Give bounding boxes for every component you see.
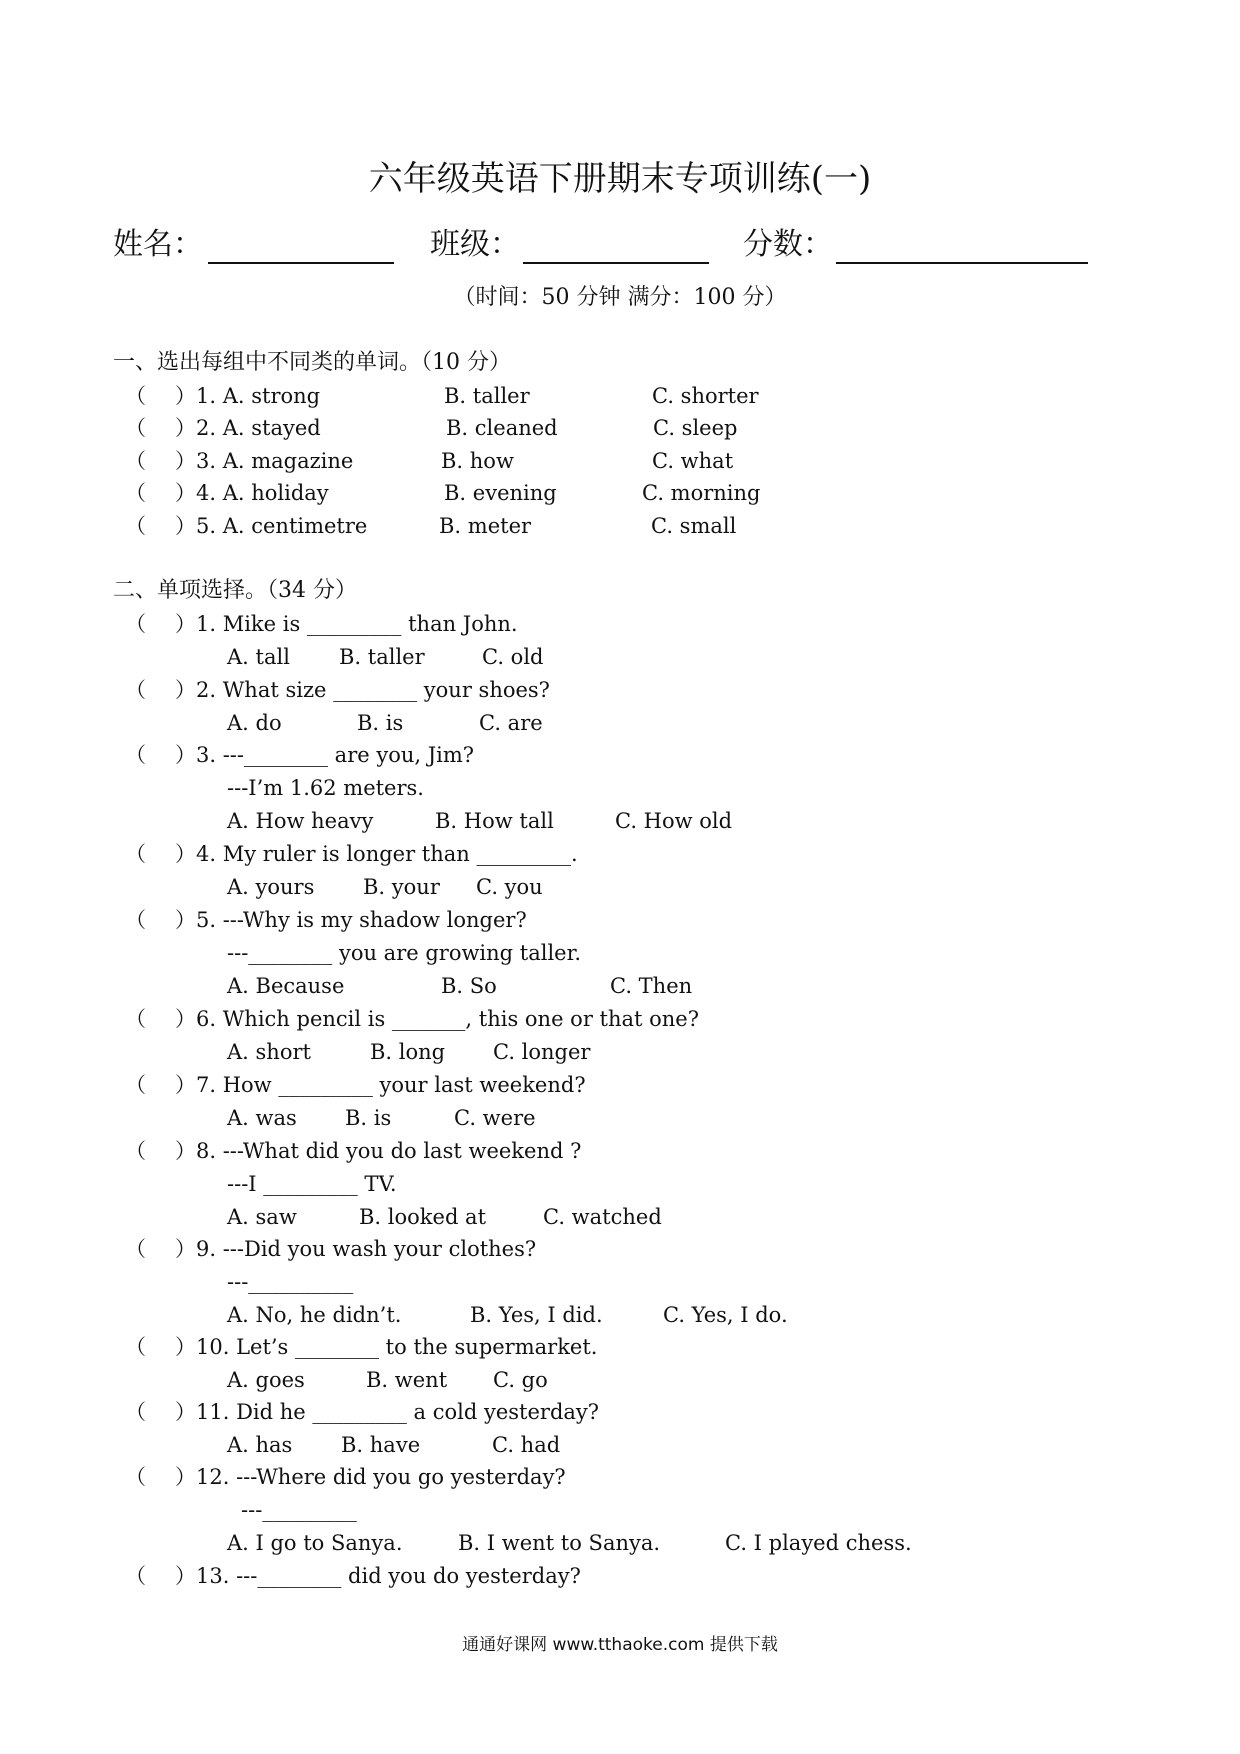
answer-paren[interactable]: （ — [125, 416, 146, 440]
option-b: B. is — [345, 1106, 392, 1130]
s2-question: ）3. ---________ are you, Jim? — [175, 743, 475, 767]
option-b: B. Yes, I did. — [470, 1303, 603, 1327]
answer-paren[interactable]: （ — [125, 449, 146, 473]
s1-option-b: B. taller — [444, 384, 530, 408]
option-b: B. have — [341, 1433, 421, 1457]
option-a: A. tall — [227, 645, 290, 669]
answer-paren[interactable]: （ — [125, 612, 146, 636]
option-b: B. long — [370, 1040, 446, 1064]
answer-paren[interactable]: （ — [125, 384, 146, 408]
name-label: 姓名： — [113, 227, 203, 262]
s2-question: ）12. ---Where did you go yesterday? — [175, 1465, 566, 1489]
option-c: C. I played chess. — [725, 1531, 912, 1555]
s2-question: ）7. How _________ your last weekend? — [175, 1073, 586, 1097]
option-b: B. So — [441, 974, 497, 998]
class-label: 班级： — [430, 227, 520, 262]
option-b: B. your — [363, 875, 440, 899]
option-a: A. has — [227, 1433, 293, 1457]
s2-question: ）1. Mike is _________ than John. — [175, 612, 518, 636]
answer-paren[interactable]: （ — [125, 481, 146, 505]
score-label: 分数： — [743, 227, 833, 262]
option-a: A. Because — [227, 974, 345, 998]
answer-paren[interactable]: （ — [125, 1073, 146, 1097]
s2-question: ）10. Let’s ________ to the supermarket. — [175, 1335, 598, 1359]
option-c: C. had — [492, 1433, 561, 1457]
option-c: C. you — [476, 875, 543, 899]
answer-paren[interactable]: （ — [125, 1400, 146, 1424]
option-c: C. were — [454, 1106, 536, 1130]
s2-question: ）13. ---________ did you do yesterday? — [175, 1564, 581, 1588]
s2-answer-line: ---I’m 1.62 meters. — [227, 776, 424, 800]
option-b: B. is — [357, 711, 404, 735]
option-a: A. short — [227, 1040, 311, 1064]
option-b: B. I went to Sanya. — [458, 1531, 661, 1555]
s2-answer-line: ---__________ — [227, 1270, 354, 1294]
option-c: C. watched — [543, 1205, 662, 1229]
s1-question: ）2. A. stayed — [175, 416, 321, 440]
option-b: B. looked at — [359, 1205, 487, 1229]
option-a: A. yours — [227, 875, 315, 899]
s1-option-c: C. morning — [642, 481, 761, 505]
section2-heading: 二、单项选择。（34 分） — [113, 578, 357, 603]
option-c: C. old — [482, 645, 544, 669]
option-b: B. taller — [339, 645, 425, 669]
s1-question: ）3. A. magazine — [175, 449, 354, 473]
option-a: A. How heavy — [227, 809, 374, 833]
answer-paren[interactable]: （ — [125, 842, 146, 866]
s1-question: ）4. A. holiday — [175, 481, 329, 505]
s2-question: ）4. My ruler is longer than _________. — [175, 842, 578, 866]
option-b: B. How tall — [435, 809, 554, 833]
answer-paren[interactable]: （ — [125, 1007, 146, 1031]
s1-option-b: B. how — [441, 449, 514, 473]
answer-paren[interactable]: （ — [125, 908, 146, 932]
s1-option-b: B. cleaned — [446, 416, 558, 440]
option-c: C. are — [479, 711, 543, 735]
option-a: A. No, he didn’t. — [227, 1303, 402, 1327]
page-title: 六年级英语下册期末专项训练(一) — [368, 159, 872, 199]
answer-paren[interactable]: （ — [125, 1465, 146, 1489]
answer-paren[interactable]: （ — [125, 514, 146, 538]
option-c: C. Yes, I do. — [663, 1303, 788, 1327]
option-c: C. go — [493, 1368, 548, 1392]
answer-paren[interactable]: （ — [125, 1564, 146, 1588]
time-note: （时间：50 分钟 满分：100 分） — [453, 285, 787, 310]
s1-option-c: C. small — [651, 514, 737, 538]
s1-question: ）1. A. strong — [175, 384, 321, 408]
s2-question: ）9. ---Did you wash your clothes? — [175, 1237, 537, 1261]
s1-option-b: B. evening — [444, 481, 557, 505]
answer-paren[interactable]: （ — [125, 743, 146, 767]
name-blank[interactable] — [208, 262, 394, 264]
s2-question: ）8. ---What did you do last weekend ? — [175, 1139, 582, 1163]
s1-option-b: B. meter — [439, 514, 532, 538]
option-a: A. goes — [227, 1368, 305, 1392]
answer-paren[interactable]: （ — [125, 678, 146, 702]
answer-paren[interactable]: （ — [125, 1139, 146, 1163]
s2-question: ）5. ---Why is my shadow longer? — [175, 908, 527, 932]
s2-question: ）11. Did he _________ a cold yesterday? — [175, 1400, 600, 1424]
s1-option-c: C. what — [652, 449, 734, 473]
section1-heading: 一、选出每组中不同类的单词。（10 分） — [113, 350, 511, 375]
s1-option-c: C. sleep — [653, 416, 738, 440]
option-a: A. was — [227, 1106, 297, 1130]
option-c: C. longer — [493, 1040, 591, 1064]
option-a: A. I go to Sanya. — [227, 1531, 403, 1555]
option-c: C. Then — [610, 974, 693, 998]
option-a: A. do — [227, 711, 282, 735]
s2-question: ）6. Which pencil is _______, this one or that one? — [175, 1007, 699, 1031]
option-a: A. saw — [227, 1205, 297, 1229]
s2-answer-line: ---I _________ TV. — [227, 1172, 397, 1196]
option-c: C. How old — [615, 809, 733, 833]
answer-paren[interactable]: （ — [125, 1335, 146, 1359]
option-b: B. went — [366, 1368, 448, 1392]
s2-answer-line: ---________ you are growing taller. — [227, 941, 582, 965]
class-blank[interactable] — [523, 262, 709, 264]
footer-credit: 通通好课网 www.tthaoke.com 提供下载 — [462, 1635, 778, 1655]
s1-option-c: C. shorter — [652, 384, 759, 408]
s2-question: ）2. What size ________ your shoes? — [175, 678, 550, 702]
score-blank[interactable] — [836, 262, 1088, 264]
answer-paren[interactable]: （ — [125, 1237, 146, 1261]
s2-answer-line: ---_________ — [241, 1498, 357, 1522]
s1-question: ）5. A. centimetre — [175, 514, 368, 538]
